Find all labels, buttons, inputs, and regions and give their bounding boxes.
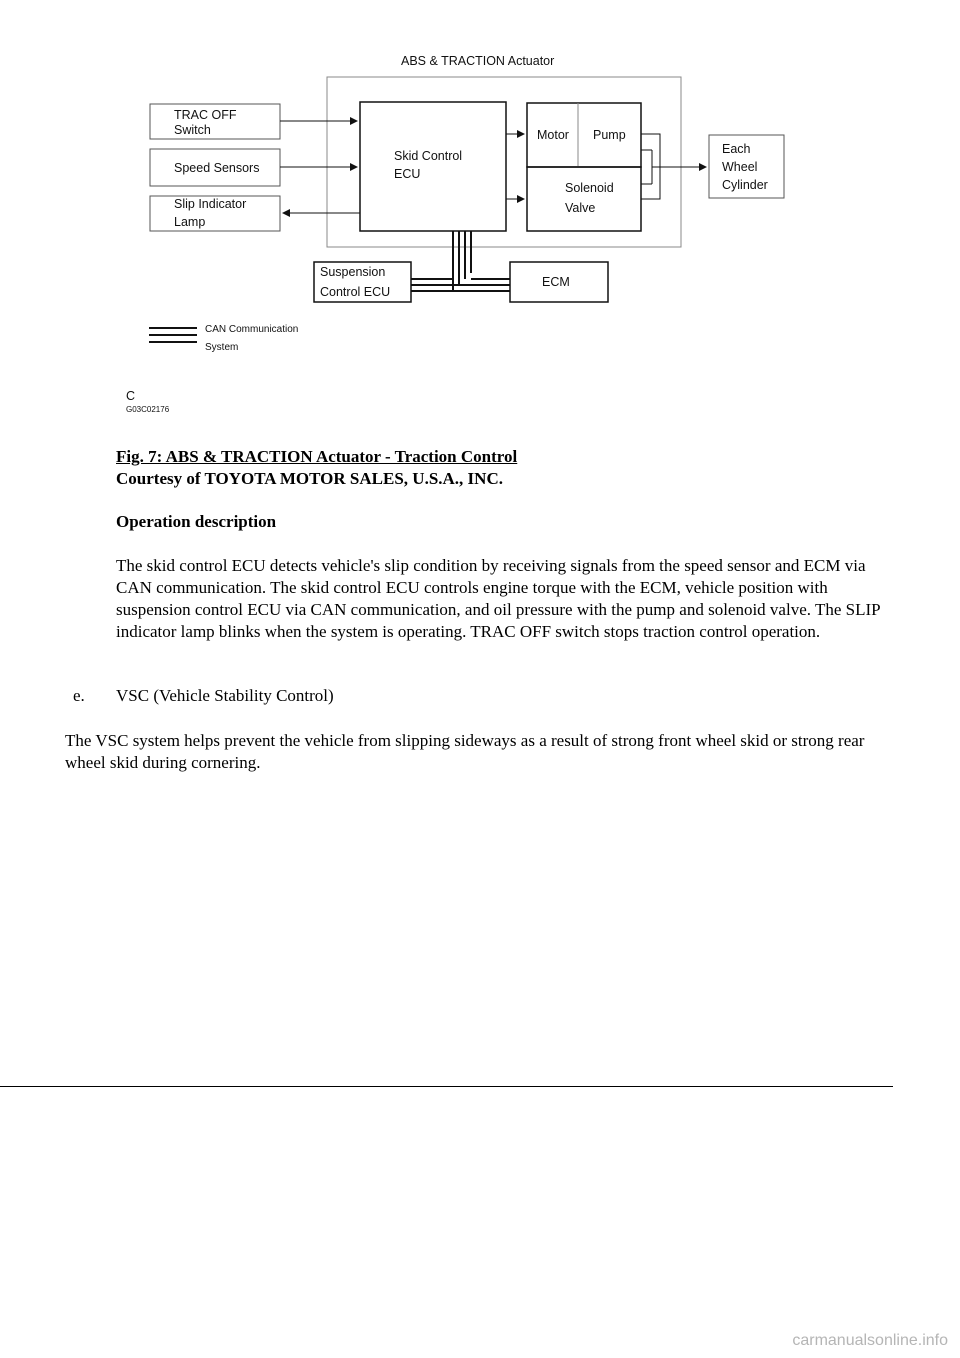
section-heading: Operation description xyxy=(116,512,277,531)
svg-text:Skid Control: Skid Control xyxy=(394,149,463,163)
skid-control-ecu-box xyxy=(360,102,506,231)
figure-code-letter: C xyxy=(126,389,136,403)
svg-text:Suspension: Suspension xyxy=(320,265,386,279)
svg-text:TRAC OFF: TRAC OFF xyxy=(174,108,237,122)
svg-text:System: System xyxy=(205,342,239,353)
motor-pump-box xyxy=(527,103,641,167)
svg-text:Lamp: Lamp xyxy=(174,215,206,229)
speed-sensors-box xyxy=(150,149,280,186)
solenoid-valve-box xyxy=(527,167,641,231)
ecm-box xyxy=(510,262,608,302)
body-paragraph: The VSC system helps prevent the vehicle from slipping sideways as a result of strong front wheel skid or strong rear wheel skid during cornering. xyxy=(65,731,865,772)
svg-text:Cylinder: Cylinder xyxy=(722,178,768,192)
actuator-title: ABS & TRACTION Actuator xyxy=(401,54,555,68)
page-rule xyxy=(0,1086,893,1087)
list-item-text: VSC (Vehicle Stability Control) xyxy=(116,686,334,705)
watermark: carmanualsonline.info xyxy=(792,1332,948,1349)
figure-code: G03C02176 xyxy=(126,405,170,414)
svg-text:Switch: Switch xyxy=(174,123,211,137)
figure-courtesy: Courtesy of TOYOTA MOTOR SALES, U.S.A., INC. xyxy=(116,469,503,488)
traction-control-diagram xyxy=(0,0,960,430)
figure-title: Fig. 7: ABS & TRACTION Actuator - Traction Control xyxy=(116,447,518,466)
can-legend xyxy=(149,324,298,353)
list-item-e xyxy=(73,685,334,707)
svg-text:Valve: Valve xyxy=(565,201,596,215)
suspension-control-ecu-box xyxy=(314,262,411,302)
section-paragraph: The skid control ECU detects vehicle's slip condition by receiving signals from the speed sensor and ECM via CAN communication. The skid control ECU controls engine torque with the ECM, vehicle position with suspension control ECU via CAN communication, and oil pressure with the pump and solenoid valve. The SLIP indicator lamp blinks when the system is operating. TRAC OFF switch stops traction control operation. xyxy=(116,556,880,641)
svg-text:Wheel: Wheel xyxy=(722,160,758,174)
svg-text:Speed Sensors: Speed Sensors xyxy=(174,161,260,175)
svg-text:Pump: Pump xyxy=(593,128,626,142)
can-bus-lines xyxy=(411,231,510,291)
svg-text:CAN Communication: CAN Communication xyxy=(205,324,299,335)
trac-off-switch-box xyxy=(150,104,280,139)
svg-text:Control ECU: Control ECU xyxy=(320,285,391,299)
wheel-cylinder-box xyxy=(709,135,784,198)
svg-text:Slip Indicator: Slip Indicator xyxy=(174,197,247,211)
svg-text:Solenoid: Solenoid xyxy=(565,181,614,195)
hydraulic-lines xyxy=(641,134,706,199)
svg-text:ECM: ECM xyxy=(542,275,570,289)
svg-text:ECU: ECU xyxy=(394,167,421,181)
figure-caption xyxy=(116,446,517,490)
svg-text:Motor: Motor xyxy=(537,128,569,142)
svg-text:Each: Each xyxy=(722,142,751,156)
slip-indicator-lamp-box xyxy=(150,196,280,231)
list-marker: e. xyxy=(73,686,85,705)
